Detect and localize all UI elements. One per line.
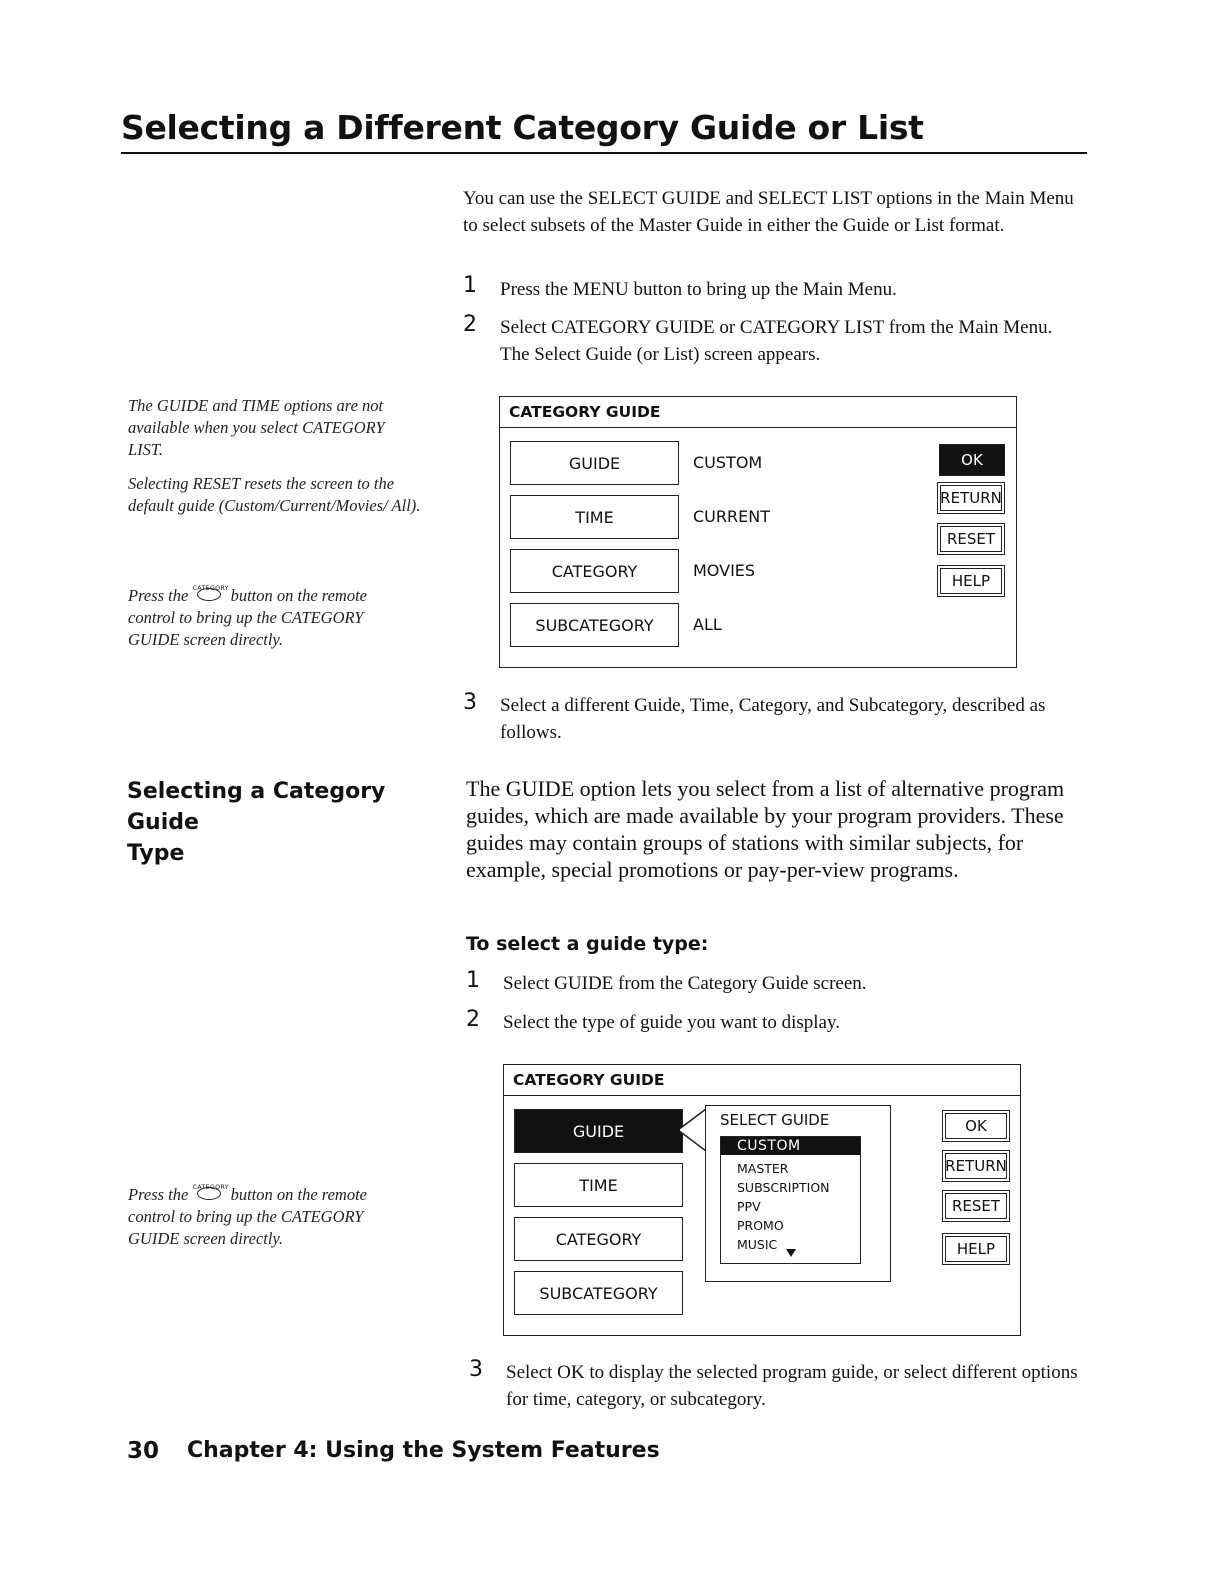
guide-button[interactable]: GUIDE — [510, 441, 679, 485]
category-button-label: CATEGORY — [192, 1183, 229, 1191]
guide-options-list — [720, 1136, 861, 1264]
subcategory-button[interactable]: SUBCATEGORY — [510, 603, 679, 647]
list-item[interactable]: PPV — [737, 1199, 761, 1214]
screen-header — [504, 1065, 1020, 1096]
intro-paragraph: You can use the SELECT GUIDE and SELECT LIST options in the Main Menu to select subsets of the Master Guide in either the Guide or List format. — [463, 188, 1074, 236]
category-value: MOVIES — [693, 561, 756, 580]
note-text-pre: Press the — [128, 586, 189, 605]
page-number: 30 — [127, 1438, 160, 1464]
subcategory-value: ALL — [693, 615, 722, 634]
scroll-down-arrow-icon[interactable] — [785, 1248, 797, 1258]
note-text-pre: Press the — [128, 1185, 189, 1204]
category-button-label: CATEGORY — [192, 584, 229, 592]
step-text: Select CATEGORY GUIDE or CATEGORY LIST from the Main Menu. The Select Guide (or List) screen appears. — [500, 317, 1053, 365]
time-value: CURRENT — [693, 507, 770, 526]
help-button[interactable]: HELP — [942, 1233, 1010, 1265]
pointer-arrow-icon — [676, 1107, 708, 1153]
note-text-post: button on the remote control to bring up the CATEGORY GUIDE screen directly. — [128, 586, 368, 649]
margin-note-options: The GUIDE and TIME options are not available when you select CATEGORY LIST. — [128, 396, 385, 459]
list-item-selected[interactable] — [721, 1137, 860, 1155]
step-number: 2 — [463, 312, 477, 337]
step-number: 1 — [466, 968, 480, 993]
category-button-icon — [192, 1183, 229, 1201]
title-rule — [121, 152, 1087, 154]
note-text-post: button on the remote control to bring up the CATEGORY GUIDE screen directly. — [128, 1185, 368, 1248]
list-item[interactable]: PROMO — [737, 1218, 784, 1233]
step-text: Press the MENU button to bring up the Main Menu. — [500, 279, 897, 300]
section-heading-line: Selecting a Category Guide — [127, 779, 386, 835]
ok-button[interactable]: OK — [939, 444, 1005, 476]
list-item-label: CUSTOM — [737, 1138, 801, 1154]
margin-note-remote-1 — [128, 585, 418, 651]
help-button[interactable]: HELP — [937, 565, 1005, 597]
select-guide-title: SELECT GUIDE — [720, 1111, 830, 1129]
margin-note-remote-2 — [128, 1184, 418, 1250]
step-number: 2 — [466, 1007, 480, 1032]
screen-header — [500, 397, 1016, 428]
step-text: Select GUIDE from the Category Guide screen. — [503, 973, 867, 994]
reset-button[interactable]: RESET — [937, 523, 1005, 555]
return-button[interactable]: RETURN — [942, 1150, 1010, 1182]
step-number: 3 — [463, 690, 477, 715]
section-heading — [127, 776, 447, 869]
chapter-title: Chapter 4: Using the System Features — [187, 1438, 660, 1463]
category-guide-select-screen — [503, 1064, 1021, 1336]
category-button[interactable]: CATEGORY — [510, 549, 679, 593]
margin-note-reset: Selecting RESET resets the screen to the default guide (Custom/Current/Movies/ All). — [128, 474, 421, 515]
category-button[interactable]: CATEGORY — [514, 1217, 683, 1261]
step-text: Select the type of guide you want to display. — [503, 1012, 840, 1033]
step-number: 1 — [463, 273, 477, 298]
category-button-icon — [192, 584, 229, 602]
time-button[interactable]: TIME — [514, 1163, 683, 1207]
guide-option-paragraph: The GUIDE option lets you select from a list of alternative program guides, which are made available by your program providers. These guides may contain groups of stations with similar subjects, for example, special promotions or pay-per-view programs. — [466, 776, 1065, 882]
section-heading-line: Type — [127, 841, 185, 866]
list-item[interactable]: MASTER — [737, 1161, 789, 1176]
guide-button[interactable]: GUIDE — [514, 1109, 683, 1153]
step-text: Select a different Guide, Time, Category, and Subcategory, described as follows. — [500, 695, 1046, 743]
subcategory-button[interactable]: SUBCATEGORY — [514, 1271, 683, 1315]
return-button[interactable]: RETURN — [937, 482, 1005, 514]
screen-title: CATEGORY GUIDE — [509, 403, 661, 421]
list-item[interactable]: MUSIC — [737, 1237, 778, 1252]
list-item[interactable]: SUBSCRIPTION — [737, 1180, 830, 1195]
select-guide-panel — [705, 1105, 891, 1282]
page-title: Selecting a Different Category Guide or List — [121, 108, 924, 147]
reset-button[interactable]: RESET — [942, 1190, 1010, 1222]
category-guide-screen — [499, 396, 1017, 668]
step-number: 3 — [469, 1357, 483, 1382]
guide-value: CUSTOM — [693, 453, 763, 472]
procedure-heading: To select a guide type: — [466, 933, 709, 955]
ok-button[interactable]: OK — [942, 1110, 1010, 1142]
step-text: Select OK to display the selected program guide, or select different options for time, category, or subcategory. — [506, 1362, 1078, 1410]
time-button[interactable]: TIME — [510, 495, 679, 539]
screen-title: CATEGORY GUIDE — [513, 1071, 665, 1089]
